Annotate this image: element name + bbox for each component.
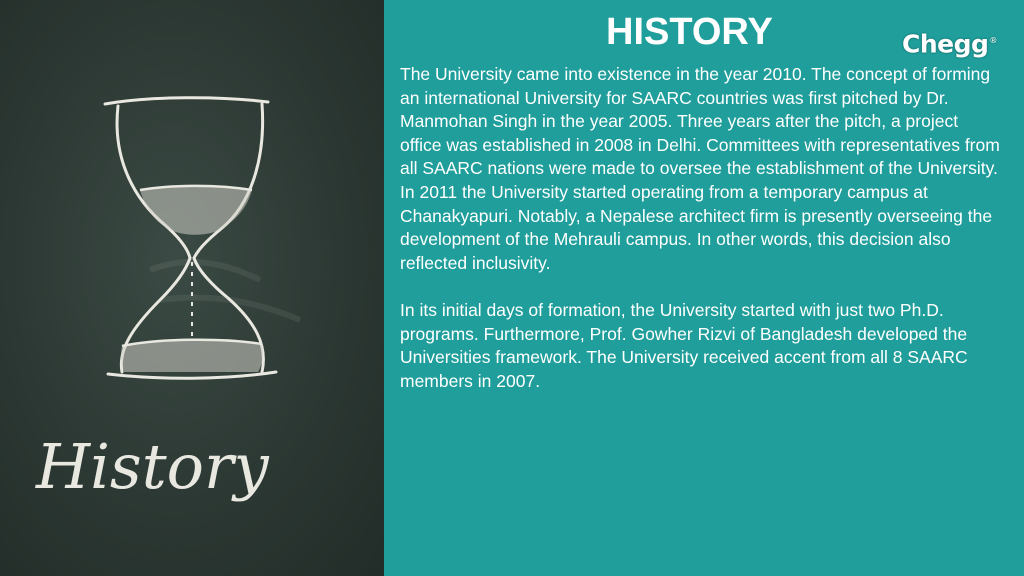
paragraph-founding: The University came into existence in the year 2010. The concept of forming an international University for SAARC countries was first pitched by Dr. Manmohan Singh in the year 2005. Three years after the pitch, a project office was established in 2008 in Delhi. Committees with representatives from all SAARC nations were made to oversee the establishment of the University. — [400, 64, 1000, 179]
history-text — [400, 63, 1000, 393]
chalkboard-word: History — [36, 430, 269, 503]
page-title: HISTORY — [606, 11, 773, 53]
paragraph-spacer — [400, 275, 1000, 299]
chegg-logo — [902, 26, 997, 59]
hourglass-icon — [0, 0, 384, 576]
logo-text: Chegg — [902, 29, 989, 59]
content-panel — [384, 0, 1024, 576]
paragraph-campus: In 2011 the University started operating from a temporary campus at Chanakyapuri. Notably, a Nepalese architect firm is presently overseeing the development of the Mehrauli campus. In other words, this decision also reflected inclusivity. — [400, 181, 993, 273]
chalkboard-image — [0, 0, 384, 576]
paragraph-programs: In its initial days of formation, the University started with just two Ph.D. programs. Furthermore, Prof. Gowher Rizvi of Bangladesh developed the Universities framework. The University received accent from all 8 SAARC members in 2007. — [400, 299, 968, 391]
registered-mark: ® — [989, 36, 997, 45]
